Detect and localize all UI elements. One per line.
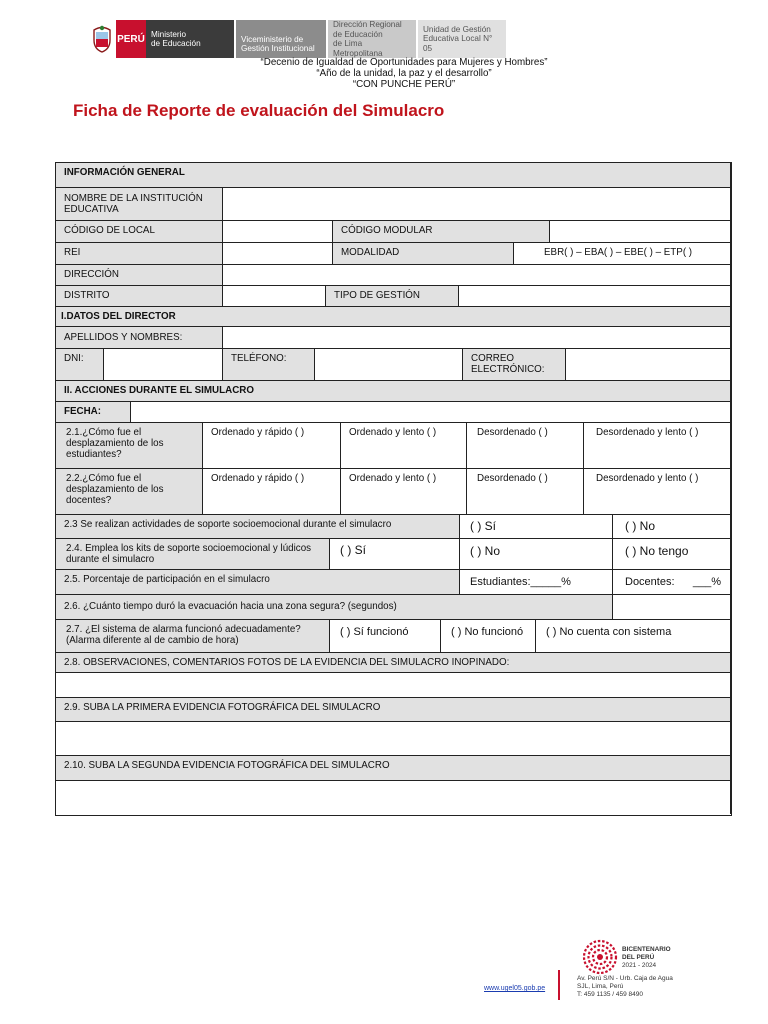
question-2-8: 2.8. OBSERVACIONES, COMENTARIOS FOTOS DE LA EVIDENCIA DEL SIMULACRO INOPINADO: (56, 653, 731, 673)
label-fecha: FECHA: (56, 402, 131, 423)
apellidos-field[interactable] (223, 327, 731, 349)
question-2-6: 2.6. ¿Cuánto tiempo duró la evacuación hacia una zona segura? (segundos) (56, 595, 613, 620)
estudiantes-percentage[interactable]: Estudiantes:_____% (460, 570, 613, 595)
ugel-logo: Unidad de Gestión Educativa Local N° 05 (418, 20, 506, 58)
label-telefono: TELÉFONO: (223, 349, 315, 381)
question-2-5: 2.5. Porcentaje de participación en el simulacro (56, 570, 460, 595)
tipo-gestion-field[interactable] (459, 286, 731, 307)
rei-field[interactable] (223, 243, 333, 265)
motto-line: “Año de la unidad, la paz y el desarrollo” (316, 68, 492, 80)
option-ordenado-rapido[interactable]: Ordenado y rápido ( ) (203, 469, 341, 515)
evidencia-2-upload[interactable] (56, 781, 731, 814)
label-codigo-local: CÓDIGO DE LOCAL (56, 221, 223, 243)
ugel-website-link[interactable]: www.ugel05.gob.pe (484, 985, 546, 992)
option-no-funciono[interactable]: ( ) No funcionó (441, 620, 536, 653)
docentes-percentage[interactable]: Docentes: ___% (613, 570, 731, 595)
dni-field[interactable] (104, 349, 223, 381)
label-modalidad: MODALIDAD (333, 243, 514, 265)
footer-address: Av. Perú S/N - Urb. Caja de Agua SJL, Lima, Perú T: 459 1135 / 459 8490 (577, 975, 673, 998)
option-no[interactable]: ( ) No (613, 515, 731, 539)
ministerio-logo: Ministerio de Educación (146, 20, 234, 58)
label-nombre-ie: NOMBRE DE LA INSTITUCIÓN EDUCATIVA (56, 188, 223, 221)
option-desordenado-lento[interactable]: Desordenado y lento ( ) (584, 469, 731, 515)
header-logos (88, 20, 506, 58)
section-info-general: INFORMACIÓN GENERAL (56, 163, 731, 188)
question-2-3: 2.3 Se realizan actividades de soporte socioemocional durante el simulacro (56, 515, 460, 539)
distrito-field[interactable] (223, 286, 326, 307)
question-2-9: 2.9. SUBA LA PRIMERA EVIDENCIA FOTOGRÁFICA DEL SIMULACRO (56, 698, 731, 722)
option-ordenado-rapido[interactable]: Ordenado y rápido ( ) (203, 423, 341, 469)
motto-line: “CON PUNCHE PERÚ” (352, 79, 456, 91)
bicentenario-text: BICENTENARIO DEL PERÚ 2021 - 2024 (622, 946, 671, 969)
telefono-field[interactable] (315, 349, 463, 381)
report-form (55, 162, 732, 816)
question-2-10: 2.10. SUBA LA SEGUNDA EVIDENCIA FOTOGRÁFICA DEL SIMULACRO (56, 756, 731, 781)
question-2-1: 2.1.¿Cómo fue el desplazamiento de los estudiantes? (56, 423, 203, 469)
option-desordenado[interactable]: Desordenado ( ) (467, 423, 584, 469)
label-direccion: DIRECCIÓN (56, 265, 223, 286)
option-no-cuenta[interactable]: ( ) No cuenta con sistema (536, 620, 731, 653)
modalidad-options[interactable]: EBR( ) – EBA( ) – EBE( ) – ETP( ) (514, 243, 731, 265)
dre-logo: Dirección Regional de Educación de Lima Metropolitana (328, 20, 416, 58)
option-ordenado-lento[interactable]: Ordenado y lento ( ) (341, 469, 467, 515)
label-rei: REI (56, 243, 223, 265)
section-datos-director: I.DATOS DEL DIRECTOR (56, 307, 731, 327)
label-correo: CORREO ELECTRÓNICO: (463, 349, 566, 381)
option-desordenado[interactable]: Desordenado ( ) (467, 469, 584, 515)
option-no-tengo[interactable]: ( ) No tengo (613, 539, 731, 570)
option-desordenado-lento[interactable]: Desordenado y lento ( ) (584, 423, 731, 469)
evidencia-1-upload[interactable] (56, 722, 731, 756)
label-distrito: DISTRITO (56, 286, 223, 307)
option-si[interactable]: ( ) Sí (460, 515, 613, 539)
section-acciones: II. ACCIONES DURANTE EL SIMULACRO (56, 381, 731, 402)
coat-of-arms-icon (88, 20, 116, 58)
fecha-field[interactable] (131, 402, 731, 423)
option-ordenado-lento[interactable]: Ordenado y lento ( ) (341, 423, 467, 469)
nombre-ie-field[interactable] (223, 188, 731, 221)
correo-field[interactable] (566, 349, 731, 381)
codigo-local-field[interactable] (223, 221, 333, 243)
label-dni: DNI: (56, 349, 104, 381)
question-2-4: 2.4. Emplea los kits de soporte socioemocional y lúdicos durante el simulacro (56, 539, 330, 570)
option-no[interactable]: ( ) No (460, 539, 613, 570)
mottos (0, 57, 768, 91)
question-2-2: 2.2.¿Cómo fue el desplazamiento de los docentes? (56, 469, 203, 515)
viceministerio-logo: Viceministerio de Gestión Institucional (236, 20, 326, 58)
option-si[interactable]: ( ) Sí (330, 539, 460, 570)
option-si-funciono[interactable]: ( ) Sí funcionó (330, 620, 441, 653)
label-tipo-gestion: TIPO DE GESTIÓN (326, 286, 459, 307)
tiempo-evacuacion-field[interactable] (613, 595, 731, 620)
question-2-7: 2.7. ¿El sistema de alarma funcionó adecuadamente? (Alarma diferente al de cambio de hora) (56, 620, 330, 653)
peru-logo: PERÚ (116, 20, 146, 58)
page-title: Ficha de Reporte de evaluación del Simulacro (73, 101, 445, 120)
footer-divider (558, 970, 560, 1000)
codigo-modular-field[interactable] (550, 221, 731, 243)
direccion-field[interactable] (223, 265, 731, 286)
motto-line: “Decenio de Igualdad de Oportunidades para Mujeres y Hombres” (260, 57, 548, 68)
label-apellidos: APELLIDOS Y NOMBRES: (56, 327, 223, 349)
label-codigo-modular: CÓDIGO MODULAR (333, 221, 550, 243)
observaciones-field[interactable] (56, 673, 731, 698)
